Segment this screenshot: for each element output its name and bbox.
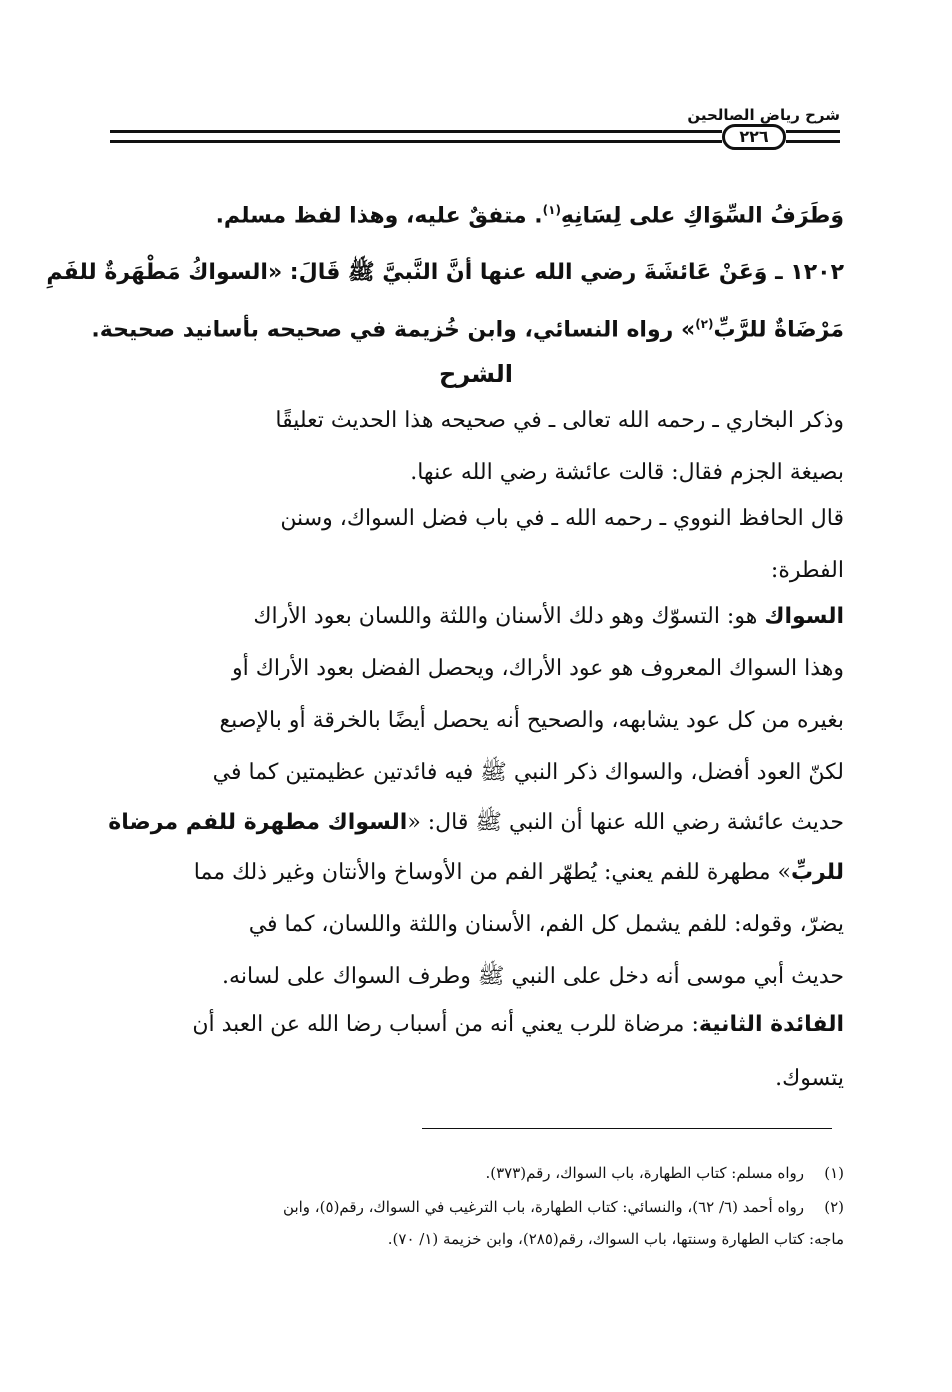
hadith-line: ١٢٠٢ ـ وَعَنْ عَائشَةَ رضي الله عنها أنَّ النَّبيَّ ﷺ قَالَ: «السواكُ مَطْهَرةٌ للفَمِ: [46, 260, 844, 285]
hadith-line: وَطَرَفُ السِّوَاكِ على لِسَانِهِ$^{(١)}$. متفقٌ عليه، وهذا لفظ مسلم.: [215, 203, 844, 229]
commentary-line: الفطرة:: [770, 558, 844, 583]
running-title: شرح رياض الصالحين: [687, 106, 840, 124]
footnote-divider: [422, 1128, 832, 1129]
footnote: ماجه: كتاب الطهارة وسنتها، باب السواك، رقم(٢٨٥)، وابن خزيمة (١/ ٧٠).: [387, 1230, 844, 1248]
commentary-line: حديث أبي موسى أنه دخل على النبي ﷺ وطرف السواك على لسانه.: [222, 964, 844, 989]
header-rule: [110, 140, 722, 143]
commentary-line: بصيغة الجزم فقال: قالت عائشة رضي الله عنها.: [410, 460, 844, 485]
commentary-line: يضرّ، وقوله: للفم يشمل كل الفم، الأسنان واللثة واللسان، كما في: [248, 912, 844, 937]
commentary-line: بغيره من كل عود يشابهه، والصحيح أنه يحصل أيضًا بالخرقة أو بالإصبع: [219, 708, 844, 733]
commentary-line: لكنّ العود أفضل، والسواك ذكر النبي ﷺ فيه فائدتين عظيمتين كما في: [212, 760, 844, 785]
commentary-line: قال الحافظ النووي ـ رحمه الله ـ في باب فضل السواك، وسنن: [280, 506, 844, 531]
commentary-line: وذكر البخاري ـ رحمه الله تعالى ـ في صحيحه هذا الحديث تعليقًا: [275, 408, 844, 433]
hadith-line: مَرْضَاةٌ للرَّبِّ$^{(٢)}$» رواه النسائي، وابن خُزيمة في صحيحه بأسانيد صحيحة.: [91, 317, 844, 343]
section-heading: الشرح: [439, 360, 513, 388]
header-rule: [786, 130, 840, 133]
page-number: ٢٢٦: [722, 124, 786, 150]
header-rule: [110, 130, 722, 133]
commentary-line: حديث عائشة رضي الله عنها أن النبي ﷺ قال: «السواك مطهرة للفم مرضاة: [108, 810, 844, 835]
header-rule: [786, 140, 840, 143]
commentary-line: السواك هو: التسوّك وهو دلك الأسنان واللثة واللسان بعود الأراك: [253, 604, 844, 629]
footnote: (٢)رواه أحمد (٦/ ٦٢)، والنسائي: كتاب الطهارة، باب الترغيب في السواك، رقم(٥)، وابن: [283, 1198, 844, 1216]
footnote-ref: (١): [542, 203, 561, 217]
commentary-line: وهذا السواك المعروف هو عود الأراك، ويحصل الفضل بعود الأراك أو: [231, 656, 844, 681]
commentary-line: للربِّ» مطهرة للفم يعني: يُطهّر الفم من الأوساخ والأنتان وغير ذلك مما: [193, 860, 844, 885]
commentary-line: الفائدة الثانية: مرضاة للرب يعني أنه من أسباب رضا الله عن العبد أن: [192, 1012, 844, 1037]
commentary-line: يتسوك.: [775, 1066, 844, 1091]
footnote-ref: (٢): [695, 317, 714, 331]
footnote: (١)رواه مسلم: كتاب الطهارة، باب السواك، رقم(٣٧٣).: [485, 1164, 844, 1182]
